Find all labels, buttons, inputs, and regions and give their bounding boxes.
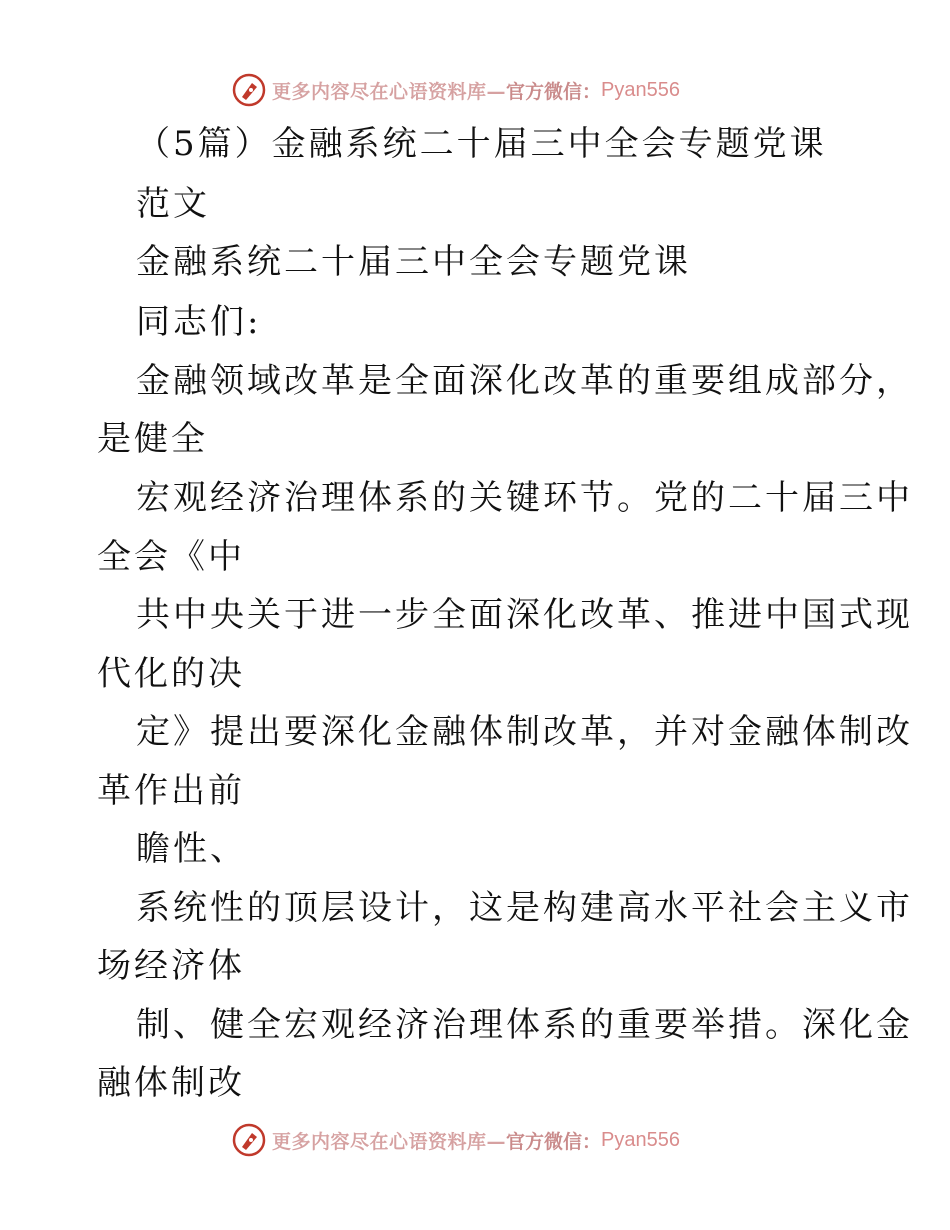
document-title-line-1: （5篇）金融系统二十届三中全会专题党课: [136, 124, 827, 164]
body-line: 宏观经济治理体系的关键环节。党的二十届三中: [136, 478, 913, 518]
body-line: 场经济体: [97, 946, 245, 986]
document-salutation: 同志们:: [136, 302, 262, 342]
pen-nib-icon: [232, 1123, 266, 1157]
watermark-wechat-label: 官方微信：: [506, 1130, 602, 1153]
watermark-wechat-id: Pyan556: [601, 1128, 680, 1151]
body-line: 瞻性、: [136, 829, 247, 869]
body-line: 定》提出要深化金融体制改革，并对金融体制改: [136, 712, 913, 752]
watermark-banner-top: [232, 70, 680, 110]
body-line: 制、健全宏观经济治理体系的重要举措。深化金: [136, 1005, 913, 1045]
watermark-wechat-label: 官方微信：: [506, 80, 602, 103]
body-line: 是健全: [97, 419, 208, 459]
document-heading: 金融系统二十届三中全会专题党课: [136, 242, 691, 282]
watermark-wechat-id: Pyan556: [601, 78, 680, 101]
body-line: 系统性的顶层设计，这是构建高水平社会主义市: [136, 888, 913, 928]
watermark-banner-bottom: [232, 1120, 680, 1160]
body-line: 融体制改: [97, 1063, 245, 1103]
pen-nib-icon: [232, 73, 266, 107]
document-title-line-2: 范文: [136, 184, 210, 224]
body-line: 全会《中: [97, 537, 245, 577]
watermark-text: 更多内容尽在心语资料库—: [272, 1130, 507, 1153]
body-line: 代化的决: [97, 654, 245, 694]
body-line: 革作出前: [97, 771, 245, 811]
watermark-text: 更多内容尽在心语资料库—: [272, 80, 507, 103]
body-line: 共中央关于进一步全面深化改革、推进中国式现: [136, 595, 913, 635]
body-line: 金融领域改革是全面深化改革的重要组成部分，: [136, 361, 913, 401]
